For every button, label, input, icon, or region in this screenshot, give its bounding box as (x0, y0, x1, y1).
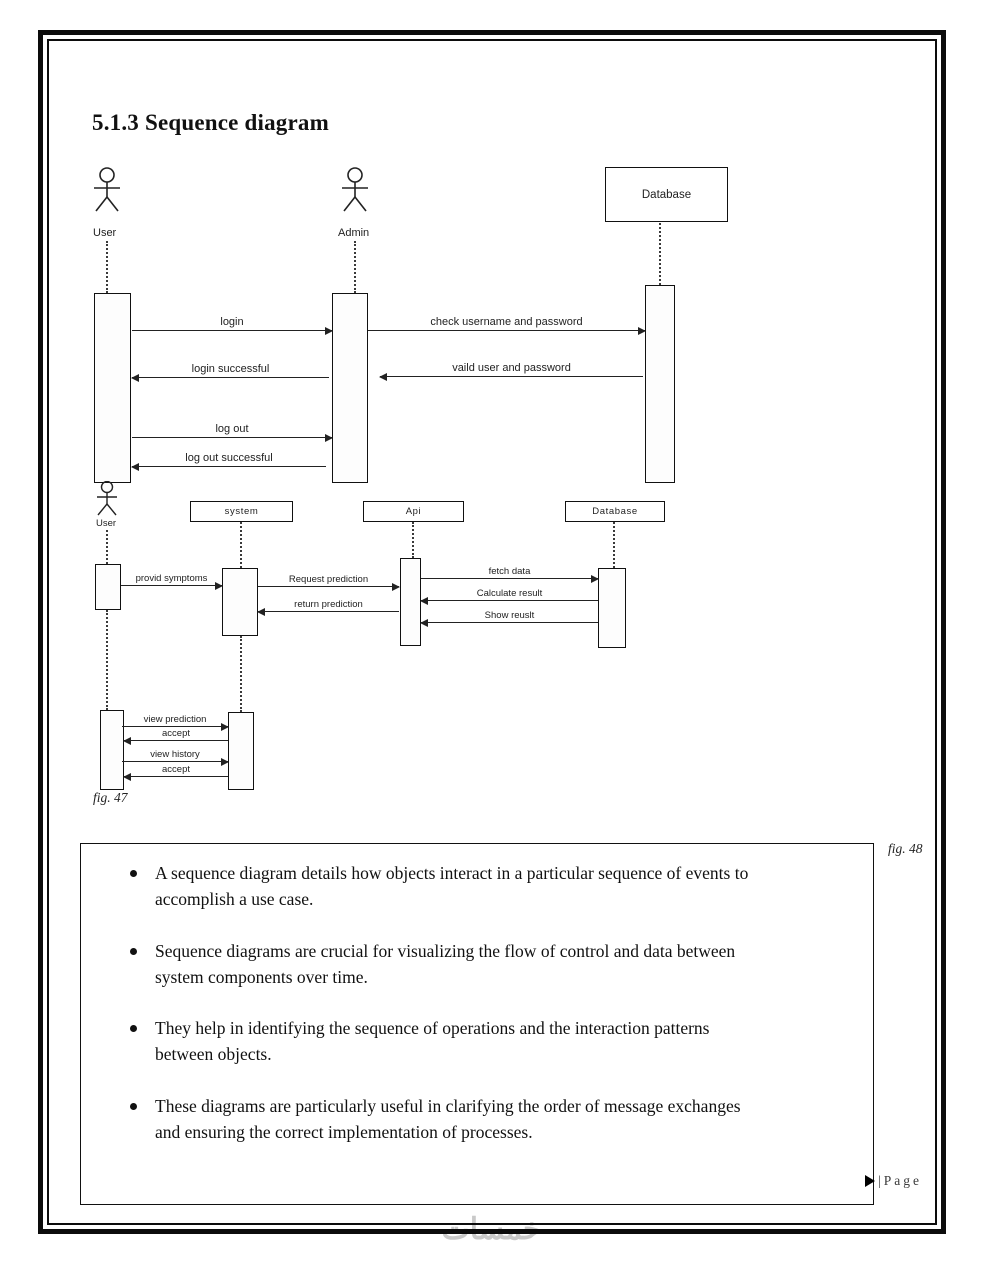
message-arrow (258, 586, 399, 587)
message-arrow (124, 740, 228, 741)
system-activation-bar (228, 712, 254, 790)
user-activation-bar (95, 564, 121, 610)
api-activation-bar (400, 558, 421, 646)
message-accept-1 (124, 728, 228, 741)
message-arrow (258, 611, 399, 612)
message-label: log out (215, 423, 249, 435)
message-arrow (421, 622, 598, 623)
api-lifeline (412, 522, 414, 558)
database-lifeline (613, 522, 615, 568)
note-bullet: These diagrams are particularly useful in clarifying the order of message exchanges and ensuring the correct implementation of processes. (127, 1093, 755, 1146)
message-arrow (122, 761, 228, 762)
message-calculate-result (421, 588, 598, 601)
user-activation-bar (100, 710, 124, 790)
message-label: login successful (191, 363, 270, 375)
database-activation-bar (598, 568, 626, 648)
message-label: login (220, 316, 244, 328)
message-arrow (421, 600, 598, 601)
participant-system-label: system (224, 506, 259, 517)
message-label: Show reuslt (484, 610, 535, 621)
participant-database-label: Database (592, 506, 638, 517)
message-arrow (124, 776, 228, 777)
system-activation-bar (222, 568, 258, 636)
message-provid-symptoms (121, 573, 222, 586)
note-bullet: A sequence diagram details how objects interact in a particular sequence of events to accomplish a use case. (127, 860, 755, 913)
message-view-history (122, 749, 228, 762)
user-lifeline (106, 610, 108, 710)
participant-system (190, 501, 293, 522)
message-return-prediction (258, 599, 399, 612)
actor-label-admin: Admin (338, 227, 370, 239)
note-bullet: They help in identifying the sequence of operations and the interaction patterns between objects. (127, 1015, 755, 1068)
participant-database-label: Database (641, 188, 692, 201)
user-lifeline (106, 530, 108, 564)
message-label: provid symptoms (135, 573, 208, 584)
system-lifeline (240, 522, 242, 568)
message-label: vaild user and password (452, 362, 571, 374)
notes-box (80, 843, 874, 1205)
participant-api (363, 501, 464, 522)
message-view-prediction (122, 714, 228, 727)
message-label: return prediction (294, 599, 363, 610)
message-show-reuslt (421, 610, 598, 623)
khamsat-watermark: خمسات (441, 1213, 542, 1246)
message-accept-2 (124, 764, 228, 777)
message-arrow (421, 578, 598, 579)
actor-label-user: User (96, 518, 117, 529)
message-request-prediction (258, 574, 399, 587)
figure-caption-48: fig. 48 (888, 841, 923, 856)
system-lifeline (240, 636, 242, 712)
message-label: check username and password (430, 316, 583, 328)
message-label: Request prediction (288, 574, 369, 585)
message-fetch-data (421, 566, 598, 579)
note-bullet: Sequence diagrams are crucial for visualizing the flow of control and data between system components over time. (127, 938, 755, 991)
participant-api-label: Api (405, 506, 422, 517)
notes-list (127, 860, 833, 1145)
figure-caption-47: fig. 47 (93, 790, 128, 805)
message-label: view history (150, 749, 200, 760)
message-label: view prediction (143, 714, 207, 725)
page-number-footer: |Page (878, 1173, 922, 1188)
section-heading: 5.1.3 Sequence diagram (92, 110, 329, 135)
message-label: log out successful (185, 452, 273, 464)
message-label: accept (162, 764, 190, 775)
user-actor-icon (93, 481, 121, 518)
message-label: Calculate result (476, 588, 543, 599)
actor-label-user: User (93, 227, 117, 239)
participant-database (565, 501, 665, 522)
message-label: accept (162, 728, 190, 739)
message-arrow (121, 585, 222, 586)
footer-cursor-mark (865, 1175, 875, 1187)
message-label: fetch data (488, 566, 531, 577)
